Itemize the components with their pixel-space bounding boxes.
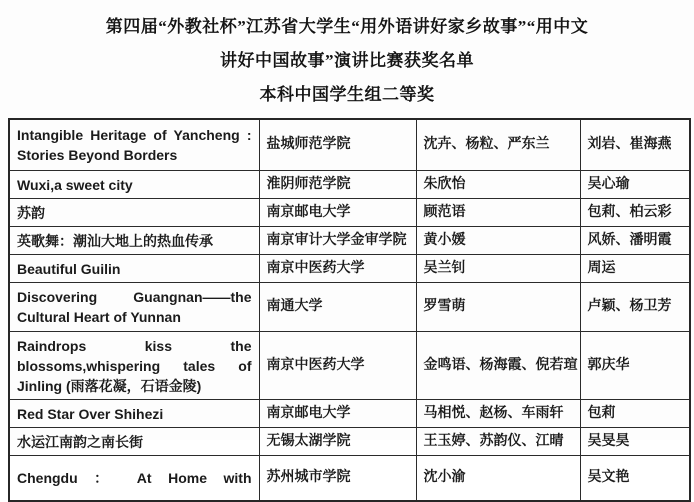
table-row [9, 119, 690, 171]
table-row [9, 171, 690, 199]
title-cell: Beautiful Guilin [9, 255, 259, 283]
table-row [9, 199, 690, 227]
title-cell: Wuxi,a sweet city [9, 171, 259, 199]
title-cell: Raindrops kiss the blossoms,whispering tales of Jinling (雨落花凝，石语金陵) [9, 332, 259, 400]
students-cell: 沈卉、杨粒、严东兰 [416, 119, 580, 171]
teachers-cell: 吴旻昊 [580, 428, 690, 456]
title-line-1: 第四届“外教社杯”江苏省大学生“用外语讲好家乡故事”“用中文 [105, 17, 589, 36]
school-cell: 无锡太湖学院 [259, 428, 416, 456]
school-cell: 南京中医药大学 [259, 255, 416, 283]
table-row [9, 283, 690, 332]
title-line-3: 本科中国学生组二等奖 [259, 85, 435, 104]
school-cell: 淮阴师范学院 [259, 171, 416, 199]
teachers-cell: 吴文艳 [580, 456, 690, 502]
students-cell: 吴兰钊 [416, 255, 580, 283]
students-cell: 马相悦、赵杨、车雨轩 [416, 400, 580, 428]
students-cell: 顾范语 [416, 199, 580, 227]
title-line-2: 讲好中国故事”演讲比赛获奖名单 [220, 51, 474, 70]
title-cell: Discovering Guangnan——the Cultural Heart of Yunnan [9, 283, 259, 332]
students-cell: 朱欣怡 [416, 171, 580, 199]
students-cell: 沈小渝 [416, 456, 580, 502]
awards-table [8, 118, 691, 502]
school-cell: 南京审计大学金审学院 [259, 227, 416, 255]
school-cell: 南通大学 [259, 283, 416, 332]
school-cell: 南京邮电大学 [259, 199, 416, 227]
title-cell: Red Star Over Shihezi [9, 400, 259, 428]
teachers-cell: 吴心瑜 [580, 171, 690, 199]
document-title [0, 0, 694, 112]
teachers-cell: 包莉、柏云彩 [580, 199, 690, 227]
table-row [9, 255, 690, 283]
table-row [9, 332, 690, 400]
title-cell: 水运江南韵之南长街 [9, 428, 259, 456]
title-cell: 苏韵 [9, 199, 259, 227]
title-cell: Chengdu ： At Home with [9, 456, 259, 502]
table-row [9, 400, 690, 428]
students-cell: 黄小媛 [416, 227, 580, 255]
students-cell: 王玉婷、苏韵仪、江晴 [416, 428, 580, 456]
table-row [9, 456, 690, 502]
teachers-cell: 风娇、潘明霞 [580, 227, 690, 255]
school-cell: 南京中医药大学 [259, 332, 416, 400]
students-cell: 罗雪萌 [416, 283, 580, 332]
table-row [9, 227, 690, 255]
table-row [9, 428, 690, 456]
school-cell: 苏州城市学院 [259, 456, 416, 502]
title-cell: Intangible Heritage of Yancheng : Stories Beyond Borders [9, 119, 259, 171]
awards-table-body [9, 119, 690, 501]
students-cell: 金鸣语、杨海霞、倪若瑄 [416, 332, 580, 400]
teachers-cell: 郭庆华 [580, 332, 690, 400]
title-cell: 英歌舞：潮汕大地上的热血传承 [9, 227, 259, 255]
teachers-cell: 刘岩、崔海燕 [580, 119, 690, 171]
school-cell: 南京邮电大学 [259, 400, 416, 428]
teachers-cell: 周运 [580, 255, 690, 283]
school-cell: 盐城师范学院 [259, 119, 416, 171]
teachers-cell: 卢颖、杨卫芳 [580, 283, 690, 332]
teachers-cell: 包莉 [580, 400, 690, 428]
